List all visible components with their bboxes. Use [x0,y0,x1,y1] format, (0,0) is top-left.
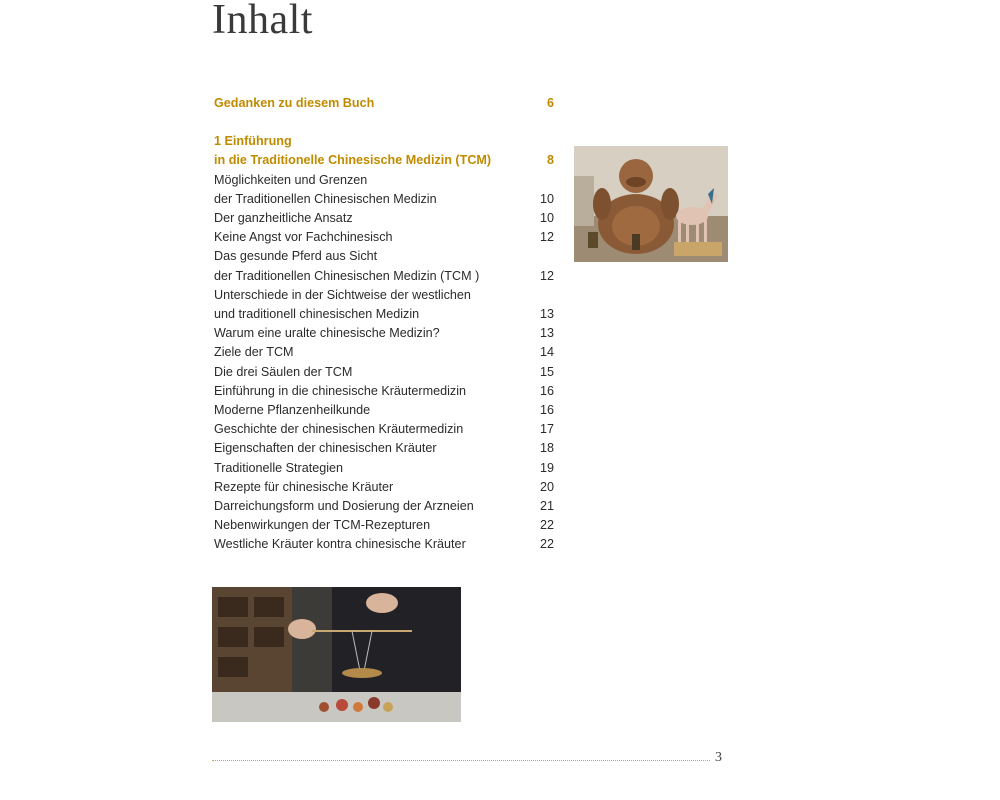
toc-entry-title: Einführung in die chinesische Kräutermedizin [214,383,467,398]
toc-entry-page: 18 [539,441,554,456]
toc-entry-title: Gedanken zu diesem Buch [214,96,375,110]
toc-entry[interactable] [214,94,554,113]
toc-entry-title: Das gesunde Pferd aus Sicht der Traditionellen Chinesischen Medizin (TCM ) [214,249,480,283]
toc-entry-page: 13 [539,307,554,322]
toc-entry-title: Darreichungsform und Dosierung der Arzneien [214,499,474,514]
toc-entry-title: Westliche Kräuter kontra chinesische Kräuter [214,537,466,552]
toc-entry-title: Die drei Säulen der TCM [214,364,353,379]
toc-entry-page: 12 [539,268,554,283]
toc-entry[interactable] [214,459,554,478]
toc-entry-title: Der ganzheitliche Ansatz [214,211,353,226]
toc-entry-page: 13 [539,326,554,341]
toc-entry[interactable] [214,382,554,401]
toc-entry-page: 12 [539,230,554,245]
toc-entry[interactable] [214,209,554,228]
toc-entry-title: 1 Einführung in die Traditionelle Chinesische Medizin (TCM) [214,134,492,168]
toc-entry[interactable] [214,420,554,439]
buddha-figurine-photo [574,146,728,262]
toc-entry-title: Nebenwirkungen der TCM-Rezepturen [214,518,431,533]
toc-entry[interactable] [214,286,554,324]
toc-entry-page: 8 [546,153,554,168]
toc-entry-page: 16 [539,403,554,418]
toc-entry[interactable] [214,171,554,209]
toc-entry-title: Eigenschaften der chinesischen Kräuter [214,441,437,456]
toc-entry[interactable] [214,401,554,420]
toc-entry-title: Unterschiede in der Sichtweise der westlichen und traditionell chinesischen Medizin [214,287,471,322]
toc-entry[interactable] [214,324,554,343]
footer-rule [212,760,710,761]
toc-entry[interactable] [214,439,554,458]
toc-entry[interactable] [214,228,554,247]
toc-entry-title: Möglichkeiten und Grenzen der Traditionellen Chinesischen Medizin [214,172,437,206]
toc-entry-page: 21 [539,499,554,514]
toc-entry-title: Keine Angst vor Fachchinesisch [214,230,393,245]
table-of-contents [214,94,554,555]
toc-entry-title: Moderne Pflanzenheilkunde [214,403,371,418]
toc-entry[interactable] [214,247,554,285]
page-title: Inhalt [212,0,313,43]
toc-entry-page: 22 [539,537,554,552]
toc-entry-page: 19 [539,460,554,475]
toc-entry-page: 10 [539,211,554,226]
toc-entry-page: 17 [539,422,554,437]
toc-entry-page: 16 [539,383,554,398]
toc-entry-page: 22 [539,518,554,533]
toc-entry-page: 10 [539,191,554,206]
toc-entry-title: Ziele der TCM [214,345,294,360]
toc-entry-page: 20 [539,479,554,494]
toc-entry[interactable] [214,497,554,516]
toc-entry-page: 6 [546,96,554,110]
page-number: 3 [715,750,722,765]
toc-entry-title: Traditionelle Strategien [214,460,344,475]
toc-entry-title: Geschichte der chinesischen Kräutermedizin [214,422,464,437]
toc-entry-title: Rezepte für chinesische Kräuter [214,479,394,494]
toc-entry-title: Warum eine uralte chinesische Medizin? [214,326,440,341]
toc-entry[interactable] [214,132,554,170]
toc-entry[interactable] [214,535,554,554]
toc-entry-page: 14 [539,345,554,360]
toc-spacer [214,113,554,132]
toc-entry[interactable] [214,516,554,535]
toc-entry[interactable] [214,478,554,497]
toc-entry-page: 15 [539,364,554,379]
herbal-scale-photo [212,587,461,722]
toc-entry[interactable] [214,343,554,362]
toc-entry[interactable] [214,363,554,382]
